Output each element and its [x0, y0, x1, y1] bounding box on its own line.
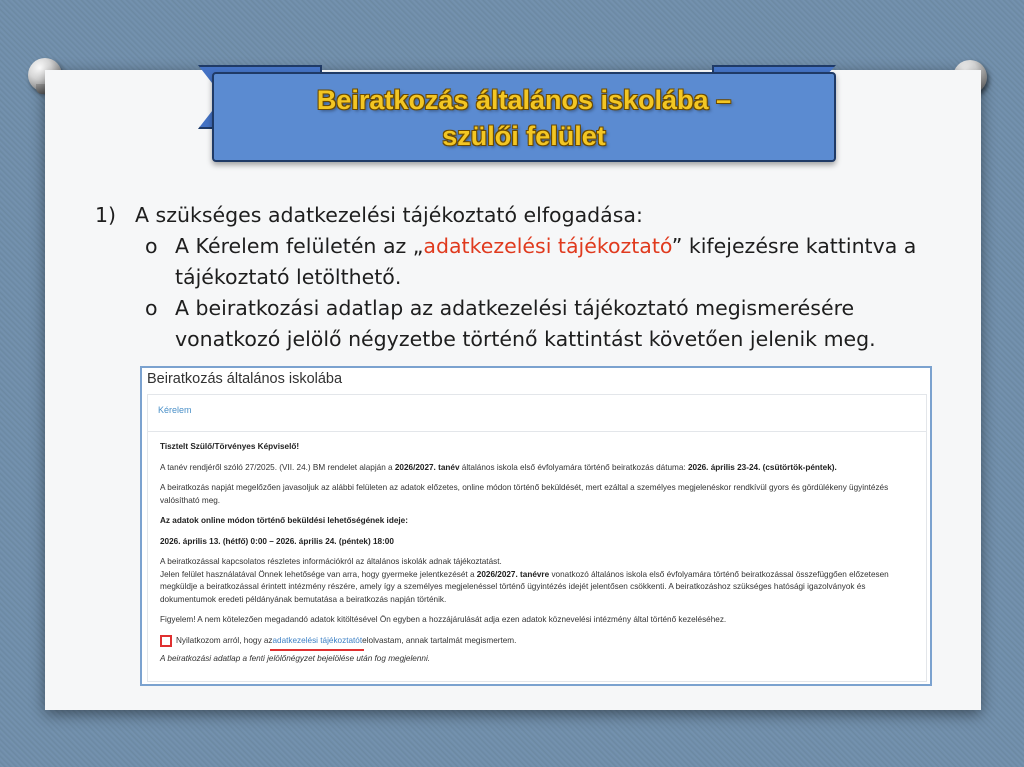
title-banner: [212, 72, 836, 162]
para1-b: 2026/2027. tanév: [394, 462, 460, 472]
step-number: 1): [95, 203, 117, 227]
para1-d: 2026. április 23-24. (csütörtök-péntek).: [687, 462, 837, 472]
deadline-range: 2026. április 13. (hétfő) 0:00 – 2026. április 24. (péntek) 18:00: [160, 536, 394, 546]
step-text: A szükséges adatkezelési tájékoztató elfogadása:: [135, 203, 643, 227]
consent-suffix: elolvastam, annak tartalmát megismertem.: [362, 635, 517, 645]
footer-note: A beiratkozási adatlap a fenti jelölőnégyzet bejelölése után fog megjelenni.: [160, 654, 431, 663]
greeting: Tisztelt Szülő/Törvényes Képviselő!: [160, 442, 300, 451]
privacy-notice-link-label: adatkezelési tájékoztatót: [272, 635, 363, 645]
bullet-text-1: [175, 231, 965, 293]
para1-c: általános iskola első évfolyamára történő beiratkozás dátuma:: [459, 462, 688, 472]
para3-b2: 2026/2027. tanévre: [476, 569, 550, 579]
bullet1-suffix: ” kifejezésre kattintva a tájékoztató letölthető.: [175, 234, 917, 289]
deadline-heading: Az adatok online módon történő beküldési lehetőségének ideje:: [160, 516, 408, 525]
bullet-item-1: [145, 231, 965, 293]
bullet1-prefix: A Kérelem felületén az „: [175, 234, 424, 258]
consent-row: [160, 635, 910, 648]
consent-prefix: Nyilatkozom arról, hogy az: [176, 635, 273, 645]
para3-a: A beiratkozással kapcsolatos részletes információkról az általános iskolák adnak tájékoztatást.: [160, 557, 502, 566]
step-1: [95, 200, 965, 231]
bullet-marker: o: [145, 296, 158, 320]
consent-checkbox[interactable]: [160, 635, 172, 647]
banner-title: [214, 82, 834, 154]
bullet-text-2: A beiratkozási adatlap az adatkezelési tájékoztató megismerésére vonatkozó jelölő négyzetbe történő kattintást követően jelenik meg.: [175, 296, 876, 351]
bullet-list: [145, 231, 965, 355]
screenshot-page-title: Beiratkozás általános iskolába: [147, 371, 343, 387]
privacy-notice-highlight: adatkezelési tájékoztató: [423, 234, 672, 258]
slide-body: [95, 200, 965, 355]
para1-a: A tanév rendjéről szóló 27/2025. (VII. 24.) BM rendelet alapján a: [160, 462, 395, 472]
form-panel: [147, 394, 927, 682]
bullet-item-2: [145, 293, 965, 355]
paragraph-recommendation: A beiratkozás napját megelőzően javasoljuk az alábbi felületen az adatok előzetes, online módon történő beküldését, mert ezáltal a személyes megjelenéskor rendkívül gyors és gördülékeny ügyintézés valósítható meg.: [160, 483, 889, 505]
para3-b3: vonatkozó általános iskola első évfolyamára történő beiratkozással összefüggően előzetesen megküldje a beiratkozással érintett intézmény részére, amely így a személyes megjelenéssel történő ügyintézés idejét jelentősen csökkenti. A beiratkozáshoz szükséges hatósági igazolványok és dokumentumok eredeti példányának bemutatása a beiratkozás napján történik.: [160, 569, 889, 604]
tab-bar: [148, 395, 926, 432]
bullet-marker: o: [145, 234, 158, 258]
privacy-notice-link[interactable]: [272, 635, 362, 648]
highlight-underline: [270, 649, 364, 651]
form-content: [160, 441, 910, 674]
paragraph-info: [160, 556, 910, 606]
tab-kerelem[interactable]: Kérelem: [158, 405, 192, 415]
paragraph-warning: Figyelem! A nem kötelezően megadandó adatok kitöltésével Ön egyben a hozzájárulását adja ezen adatok köznevelési intézmény által történő kezeléséhez.: [160, 615, 727, 624]
embedded-screenshot: [140, 366, 932, 686]
paragraph-date: [160, 462, 910, 475]
banner-title-line2: szülői felület: [442, 121, 606, 151]
para3-b1: Jelen felület használatával Önnek lehetősége van arra, hogy gyermeke jelentkezését a: [160, 569, 477, 579]
banner-title-line1: Beiratkozás általános iskolába –: [316, 85, 732, 115]
